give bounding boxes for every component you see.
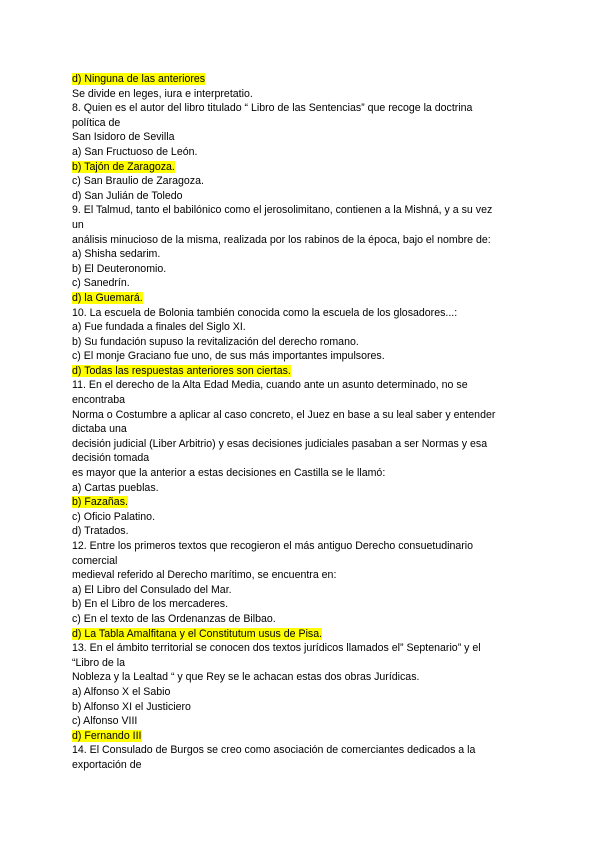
line-text: d) San Julián de Toledo (72, 189, 183, 202)
line-text: decisión tomada (72, 452, 150, 465)
document-line (72, 422, 532, 437)
document-line (72, 729, 532, 744)
document-line (72, 685, 532, 700)
line-text: San Isidoro de Sevilla (72, 131, 175, 144)
document-line (72, 700, 532, 715)
line-text: 11. En el derecho de la Alta Edad Media, cuando ante un asunto determinado, no se (72, 379, 468, 392)
line-text: a) Alfonso X el Sabio (72, 685, 171, 698)
line-text: “Libro de la (72, 656, 125, 669)
line-text: c) En el texto de las Ordenanzas de Bilbao. (72, 612, 276, 625)
line-text: comercial (72, 554, 118, 567)
document-line (72, 174, 532, 189)
line-text: a) El Libro del Consulado del Mar. (72, 583, 232, 596)
highlighted-answer: b) Tajón de Zaragoza. (72, 160, 175, 173)
document-line (72, 276, 532, 291)
line-text: 13. En el ámbito territorial se conocen dos textos jurídicos llamados el” Septenario” y el (72, 642, 481, 655)
line-text: encontraba (72, 394, 126, 407)
line-text: Se divide en leges, iura e interpretatio. (72, 87, 253, 100)
highlighted-answer: d) Ninguna de las anteriores (72, 73, 206, 85)
document-line (72, 291, 532, 306)
document-line (72, 393, 532, 408)
document-line (72, 437, 532, 452)
document-line (72, 320, 532, 335)
document-line (72, 627, 532, 642)
document-line (72, 539, 532, 554)
line-text: a) Cartas pueblas. (72, 481, 159, 494)
highlighted-answer: d) Fernando III (72, 729, 142, 742)
line-text: b) En el Libro de los mercaderes. (72, 598, 229, 611)
line-text: c) Sanedrín. (72, 277, 130, 290)
document-line (72, 130, 532, 145)
document-line (72, 160, 532, 175)
line-text: 8. Quien es el autor del libro titulado “ Libro de las Sentencias” que recoge la doctrina (72, 102, 473, 115)
line-text: b) Alfonso XI el Justiciero (72, 700, 191, 713)
document-line (72, 714, 532, 729)
document-line (72, 218, 532, 233)
document-line (72, 670, 532, 685)
document-line (72, 306, 532, 321)
line-text: a) Fue fundada a finales del Siglo XI. (72, 321, 246, 334)
line-text: Nobleza y la Lealtad “ y que Rey se le achacan estas dos obras Jurídicas. (72, 671, 420, 684)
document-line (72, 116, 532, 131)
document-line (72, 335, 532, 350)
document-line (72, 568, 532, 583)
document-line (72, 349, 532, 364)
line-text: c) El monje Graciano fue uno, de sus más importantes impulsores. (72, 350, 385, 363)
document-page (72, 72, 532, 773)
document-line (72, 481, 532, 496)
line-text: b) Su fundación supuso la revitalización del derecho romano. (72, 335, 359, 348)
document-line (72, 597, 532, 612)
document-line (72, 189, 532, 204)
document-line (72, 466, 532, 481)
line-text: decisión judicial (Liber Arbitrio) y esas decisiones judiciales pasaban a ser Normas y esa (72, 437, 488, 450)
document-line (72, 378, 532, 393)
document-line (72, 743, 532, 758)
line-text: c) Oficio Palatino. (72, 510, 156, 523)
document-line (72, 101, 532, 116)
line-text: 12. Entre los primeros textos que recogieron el más antiguo Derecho consuetudinario (72, 540, 474, 552)
document-line (72, 247, 532, 262)
document-line (72, 451, 532, 466)
document-line (72, 495, 532, 510)
line-text: a) San Fructuoso de León. (72, 145, 198, 158)
line-text: a) Shisha sedarim. (72, 248, 161, 261)
line-text: medieval referido al Derecho marítimo, se encuentra en: (72, 569, 337, 582)
highlighted-answer: d) Todas las respuestas anteriores son ciertas. (72, 364, 291, 377)
document-line (72, 758, 532, 773)
highlighted-answer: b) Fazañas. (72, 496, 128, 509)
line-text: Norma o Costumbre a aplicar al caso concreto, el Juez en base a su leal saber y entender (72, 408, 496, 421)
line-text: 9. El Talmud, tanto el babilónico como el jerosolimitano, contienen a la Mishná, y a su vez (72, 204, 493, 217)
document-line (72, 554, 532, 569)
line-text: c) Alfonso VIII (72, 715, 138, 728)
document-line (72, 72, 532, 87)
document-line (72, 262, 532, 277)
document-line (72, 524, 532, 539)
line-text: 10. La escuela de Bolonia también conocida como la escuela de los glosadores...: (72, 306, 458, 319)
line-text: d) Tratados. (72, 525, 129, 538)
document-line (72, 656, 532, 671)
line-text: dictaba una (72, 423, 127, 436)
line-text: análisis minucioso de la misma, realizada por los rabinos de la época, bajo el nombre de: (72, 233, 491, 246)
document-line (72, 87, 532, 102)
highlighted-answer: d) la Guemará. (72, 291, 143, 304)
line-text: un (72, 218, 84, 231)
document-line (72, 641, 532, 656)
document-line (72, 203, 532, 218)
document-line (72, 510, 532, 525)
document-line (72, 408, 532, 423)
line-text: c) San Braulio de Zaragoza. (72, 175, 204, 188)
line-text: es mayor que la anterior a estas decisiones en Castilla se le llamó: (72, 467, 386, 480)
line-text: b) El Deuteronomio. (72, 262, 167, 275)
document-line (72, 583, 532, 598)
line-text: 14. El Consulado de Burgos se creo como asociación de comerciantes dedicados a la (72, 744, 476, 757)
document-line (72, 612, 532, 627)
line-text: política de (72, 116, 121, 129)
line-text: exportación de (72, 758, 142, 771)
document-line (72, 233, 532, 248)
document-line (72, 364, 532, 379)
document-line (72, 145, 532, 160)
highlighted-answer: d) La Tabla Amalfitana y el Constitutum usus de Pisa. (72, 627, 323, 640)
